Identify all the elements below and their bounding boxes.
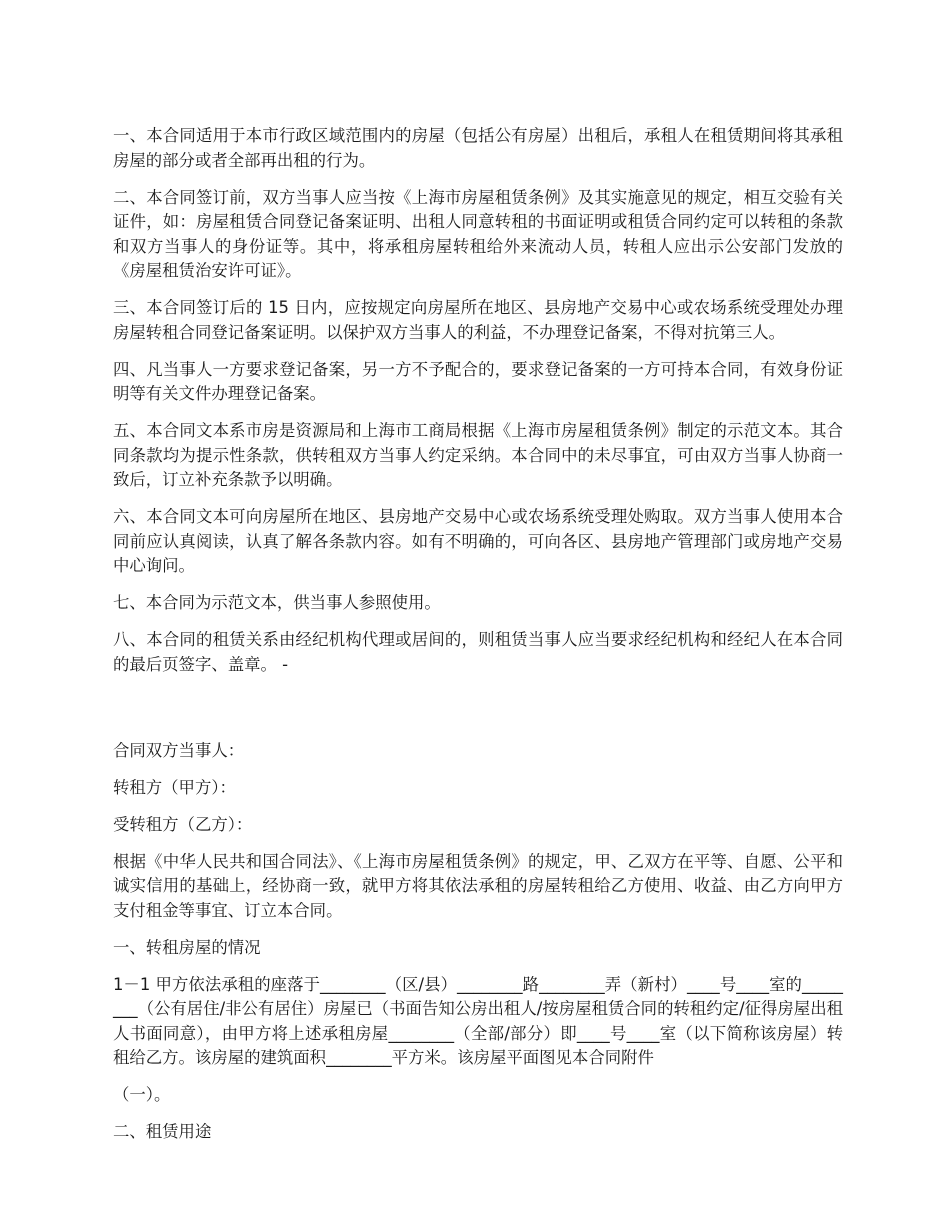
party-a-line: 转租方（甲方）： <box>113 777 236 797</box>
party-b-line: 受转租方（乙方）： <box>113 814 253 834</box>
section-gap <box>113 690 843 739</box>
section-2-title: 二、租赁用途 <box>113 1122 212 1141</box>
note-3: 三、本合同签订后的 15 日内，应按规定向房屋所在地区、县房地产交易中心或农场系统受理处办理房屋转租合同登记备案证明。以保护双方当事人的利益，不办理登记备案，不得对抗第三人。 <box>113 298 843 342</box>
document-page <box>113 124 843 1157</box>
clause-1-1: 1－1 甲方依法承租的座落于________（区/县）________路________弄（新村）____号____室的________（公有居住/非公有居住）房屋已（书面告知公房出租人/按房屋租赁合同的转租约定/征得房屋出租人书面同意），由甲方将上述承租房屋________（全部/部分）即____号____室（以下简称该房屋）转租给乙方。该房屋的建筑面积________平方米。该房屋平面图见本合同附件 <box>113 974 843 1067</box>
note-5: 五、本合同文本系市房是资源局和上海市工商局根据《上海市房屋租赁条例》制定的示范文本。其合同条款均为提示性条款，供转租双方当事人约定采纳。本合同中的未尽事宜，可由双方当事人协商一致后，订立补充条款予以明确。 <box>113 421 843 489</box>
note-4: 四、凡当事人一方要求登记备案，另一方不予配合的，要求登记备案的一方可持本合同，有效身份证明等有关文件办理登记备案。 <box>113 359 843 403</box>
section-1-title: 一、转租房屋的情况 <box>113 937 261 957</box>
contract-preamble: 根据《中华人民共和国合同法》、《上海市房屋租赁条例》的规定，甲、乙双方在平等、自愿、公平和诚实信用的基础上，经协商一致，就甲方将其依法承租的房屋转租给乙方使用、收益、由乙方向甲方支付租金等事宜、订立本合同。 <box>113 851 843 920</box>
note-6: 六、本合同文本可向房屋所在地区、县房地产交易中心或农场系统受理处购取。双方当事人使用本合同前应认真阅读，认真了解各条款内容。如有不明确的，可向各区、县房地产管理部门或房地产交易中心询问。 <box>113 507 843 575</box>
note-1: 一、本合同适用于本市行政区域范围内的房屋（包括公有房屋）出租后，承租人在租赁期间将其承租房屋的部分或者全部再出租的行为。 <box>113 126 843 170</box>
parties-heading: 合同双方当事人： <box>113 740 245 760</box>
note-7: 七、本合同为示范文本，供当事人参照使用。 <box>113 593 441 612</box>
note-8: 八、本合同的租赁关系由经纪机构代理或居间的，则租赁当事人应当要求经纪机构和经纪人在本合同的最后页签字、盖章。 - <box>113 630 843 674</box>
clause-1-1-tail: （一）。 <box>113 1085 171 1104</box>
note-2: 二、本合同签订前，双方当事人应当按《上海市房屋租赁条例》及其实施意见的规定，相互交验有关证件，如：房屋租赁合同登记备案证明、出租人同意转租的书面证明或租赁合同约定可以转租的条款和双方当事人的身份证等。其中，将承租房屋转租给外来流动人员，转租人应出示公安部门发放的《房屋租赁治安许可证》。 <box>113 187 843 280</box>
